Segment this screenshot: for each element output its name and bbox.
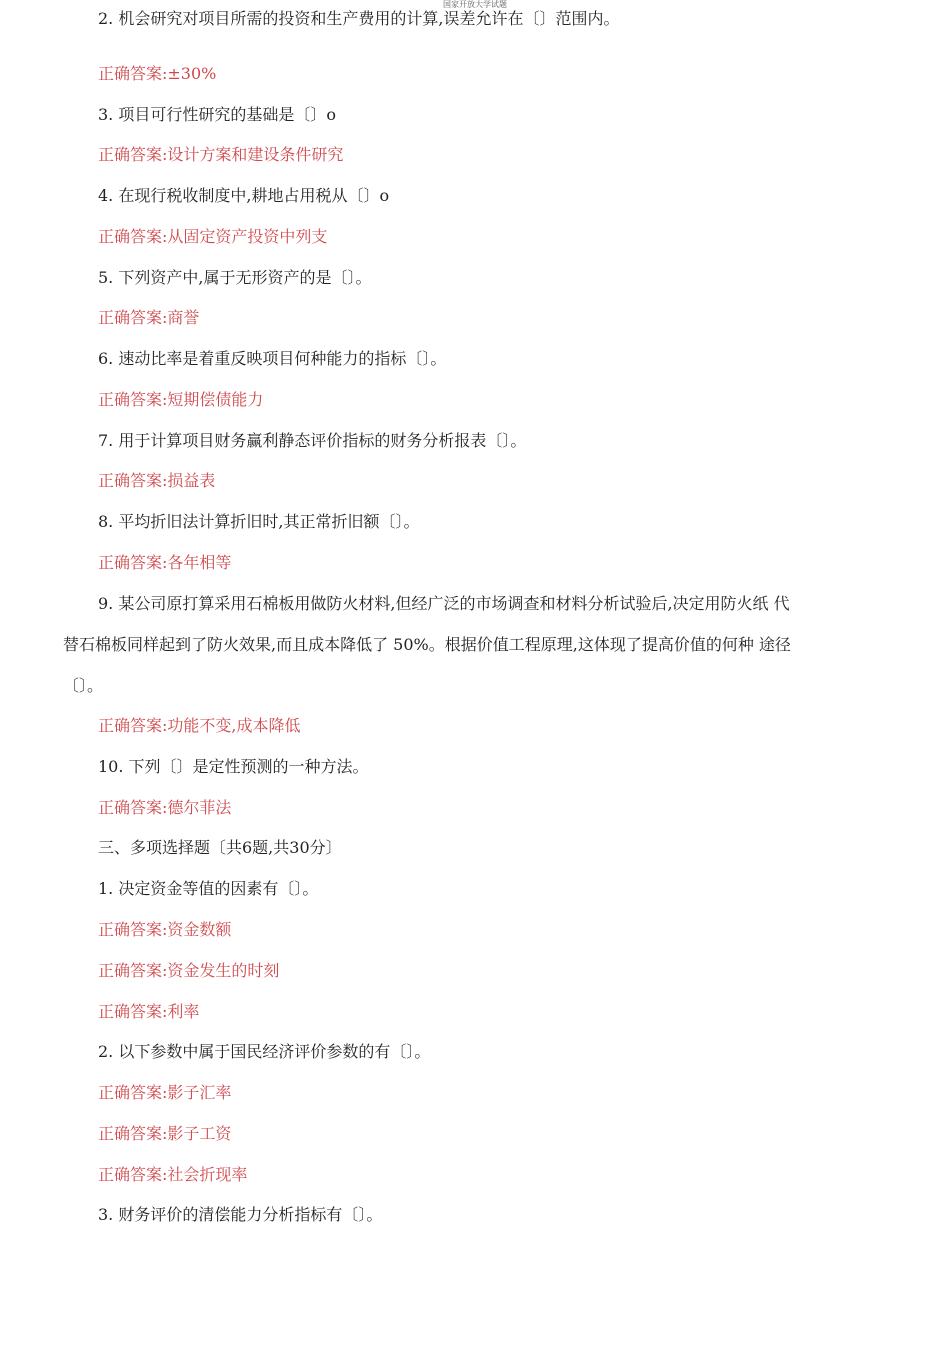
section-heading-3: 三、多项选择题〔共6题,共30分〕 [98, 838, 342, 857]
question-2: 2. 机会研究对项目所需的投资和生产费用的计算,误差允许在〔〕范围内。 [98, 9, 620, 28]
multi-answer-1-1: 正确答案:资金数额 [98, 920, 232, 939]
answer-5: 正确答案:商誉 [98, 308, 200, 327]
answer-9: 正确答案:功能不变,成本降低 [98, 716, 301, 735]
question-9-line-3: 〔〕。 [63, 676, 104, 695]
answer-8: 正确答案:各年相等 [98, 553, 232, 572]
question-10: 10. 下列〔〕是定性预测的一种方法。 [98, 757, 369, 776]
multi-answer-2-1: 正确答案:影子汇率 [98, 1083, 232, 1102]
multi-question-2: 2. 以下参数中属于国民经济评价参数的有〔〕。 [98, 1042, 431, 1061]
multi-answer-2-3: 正确答案:社会折现率 [98, 1165, 248, 1184]
answer-10: 正确答案:德尔菲法 [98, 798, 232, 817]
answer-6: 正确答案:短期偿债能力 [98, 390, 264, 409]
multi-answer-1-2: 正确答案:资金发生的时刻 [98, 961, 280, 980]
multi-answer-1-3: 正确答案:利率 [98, 1002, 200, 1021]
question-9-line-1: 9. 某公司原打算采用石棉板用做防火材料,但经广泛的市场调查和材料分析试验后,决定用防火纸 代 [98, 594, 790, 613]
multi-question-1: 1. 决定资金等值的因素有〔〕。 [98, 879, 319, 898]
answer-2: 正确答案:±30% [98, 64, 217, 83]
multi-question-3: 3. 财务评价的清偿能力分析指标有〔〕。 [98, 1205, 383, 1224]
multi-answer-2-2: 正确答案:影子工资 [98, 1124, 232, 1143]
page-header: 国家开放大学试题 [443, 0, 507, 9]
answer-7: 正确答案:损益表 [98, 471, 216, 490]
question-8: 8. 平均折旧法计算折旧时,其正常折旧额〔〕。 [98, 512, 420, 531]
question-7: 7. 用于计算项目财务赢利静态评价指标的财务分析报表〔〕。 [98, 431, 527, 450]
answer-4: 正确答案:从固定资产投资中列支 [98, 227, 328, 246]
question-6: 6. 速动比率是着重反映项目何种能力的指标〔〕。 [98, 349, 447, 368]
question-4: 4. 在现行税收制度中,耕地占用税从〔〕o [98, 186, 390, 205]
question-5: 5. 下列资产中,属于无形资产的是〔〕。 [98, 268, 372, 287]
question-9-line-2: 替石棉板同样起到了防火效果,而且成本降低了 50%。根据价值工程原理,这体现了提高价值的何种 途径 [63, 635, 791, 654]
question-3: 3. 项目可行性研究的基础是〔〕o [98, 105, 336, 124]
answer-3: 正确答案:设计方案和建设条件研究 [98, 145, 344, 164]
